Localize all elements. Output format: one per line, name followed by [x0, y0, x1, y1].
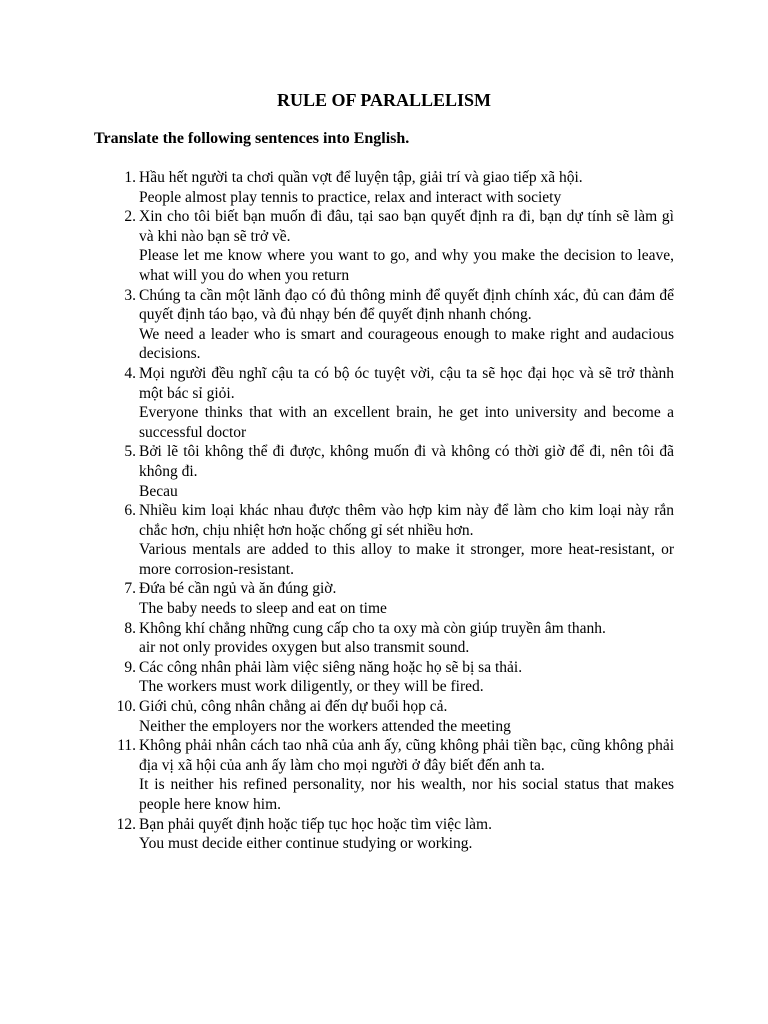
list-item — [0, 207, 768, 285]
list-item — [0, 364, 768, 442]
list-item — [0, 619, 768, 658]
vietnamese-sentence: Xin cho tôi biết bạn muốn đi đâu, tại sao bạn quyết định ra đi, bạn dự tính sẽ làm gì và khi nào bạn sẽ trở về. — [139, 208, 674, 245]
item-number: 7. — [124, 580, 136, 598]
english-translation: People almost play tennis to practice, relax and interact with society — [139, 188, 562, 206]
english-translation: The workers must work diligently, or they will be fired. — [139, 678, 484, 696]
item-number: 1. — [124, 169, 136, 186]
item-number: 6. — [124, 502, 136, 520]
english-translation: Please let me know where you want to go, and why you make the decision to leave, what will you do when you return — [139, 247, 674, 284]
english-translation: Becau — [139, 482, 178, 500]
english-translation: Neither the employers nor the workers attended the meeting — [139, 717, 511, 735]
vietnamese-sentence: Không khí chẳng những cung cấp cho ta oxy mà còn giúp truyền âm thanh. — [139, 619, 606, 637]
item-number: 4. — [124, 364, 136, 382]
list-item — [0, 815, 768, 854]
list-item — [0, 579, 768, 618]
item-number: 9. — [124, 658, 136, 676]
item-number: 2. — [124, 208, 136, 226]
list-item — [0, 501, 768, 579]
english-translation: We need a leader who is smart and courageous enough to make right and audacious decisions. — [139, 325, 674, 363]
vietnamese-sentence: Mọi người đều nghĩ cậu ta có bộ óc tuyệt vời, cậu ta sẽ học đại học và sẽ trở thành một bác sỉ giỏi. — [139, 364, 674, 402]
vietnamese-sentence: Chúng ta cần một lãnh đạo có đủ thông minh để quyết định chính xác, đủ can đảm để quyết định táo bạo, và đủ nhạy bén để quyết định nhanh chóng. — [139, 286, 674, 324]
list-item — [0, 736, 768, 814]
vietnamese-sentence: Giới chủ, công nhân chẳng ai đến dự buổi họp cả. — [139, 698, 448, 716]
list-item — [0, 442, 768, 501]
vietnamese-sentence: Hầu hết người ta chơi quần vợt để luyện tập, giải trí và giao tiếp xã hội. — [139, 169, 583, 186]
english-translation: You must decide either continue studying or working. — [139, 835, 473, 853]
vietnamese-sentence: Bạn phải quyết định hoặc tiếp tục học hoặc tìm việc làm. — [139, 815, 492, 833]
english-translation: Various mentals are added to this alloy to make it stronger, more heat-resistant, or more corrosion-resistant. — [139, 541, 674, 578]
list-item — [0, 697, 768, 736]
vietnamese-sentence: Các công nhân phải làm việc siêng năng hoặc họ sẽ bị sa thải. — [139, 658, 523, 676]
list-item — [0, 658, 768, 697]
sentence-list — [0, 168, 768, 854]
page-title: RULE OF PARALLELISM — [276, 90, 492, 110]
vietnamese-sentence: Đứa bé cần ngủ và ăn đúng giờ. — [139, 580, 337, 598]
vietnamese-sentence: Nhiều kim loại khác nhau được thêm vào hợp kim này để làm cho kim loại này rắn chắc hơn, chịu nhiệt hơn hoặc chống gỉ sét nhiều hơn. — [139, 502, 674, 539]
english-translation: Everyone thinks that with an excellent brain, he get into university and become a successful doctor — [139, 404, 674, 441]
item-number: 5. — [124, 443, 136, 461]
list-item — [0, 168, 768, 207]
english-translation: The baby needs to sleep and eat on time — [139, 600, 387, 618]
list-item — [0, 286, 768, 364]
item-number: 10. — [116, 698, 136, 716]
item-number: 8. — [124, 619, 136, 637]
english-translation: air not only provides oxygen but also transmit sound. — [139, 639, 470, 657]
vietnamese-sentence: Không phải nhân cách tao nhã của anh ấy, cũng không phải tiền bạc, cũng không phải địa vị xã hội của anh ấy làm cho mọi người ở đây biết đến anh ta. — [139, 737, 674, 774]
item-number: 11. — [117, 737, 136, 755]
instruction-text: Translate the following sentences into English. — [94, 130, 410, 147]
english-translation: It is neither his refined personality, nor his wealth, nor his social status that makes people here know him. — [139, 776, 674, 813]
item-number: 3. — [124, 286, 136, 304]
vietnamese-sentence: Bởi lẽ tôi không thể đi được, không muốn đi và không có thời giờ để đi, nên tôi đã không đi. — [139, 443, 674, 480]
item-number: 12. — [116, 815, 136, 833]
